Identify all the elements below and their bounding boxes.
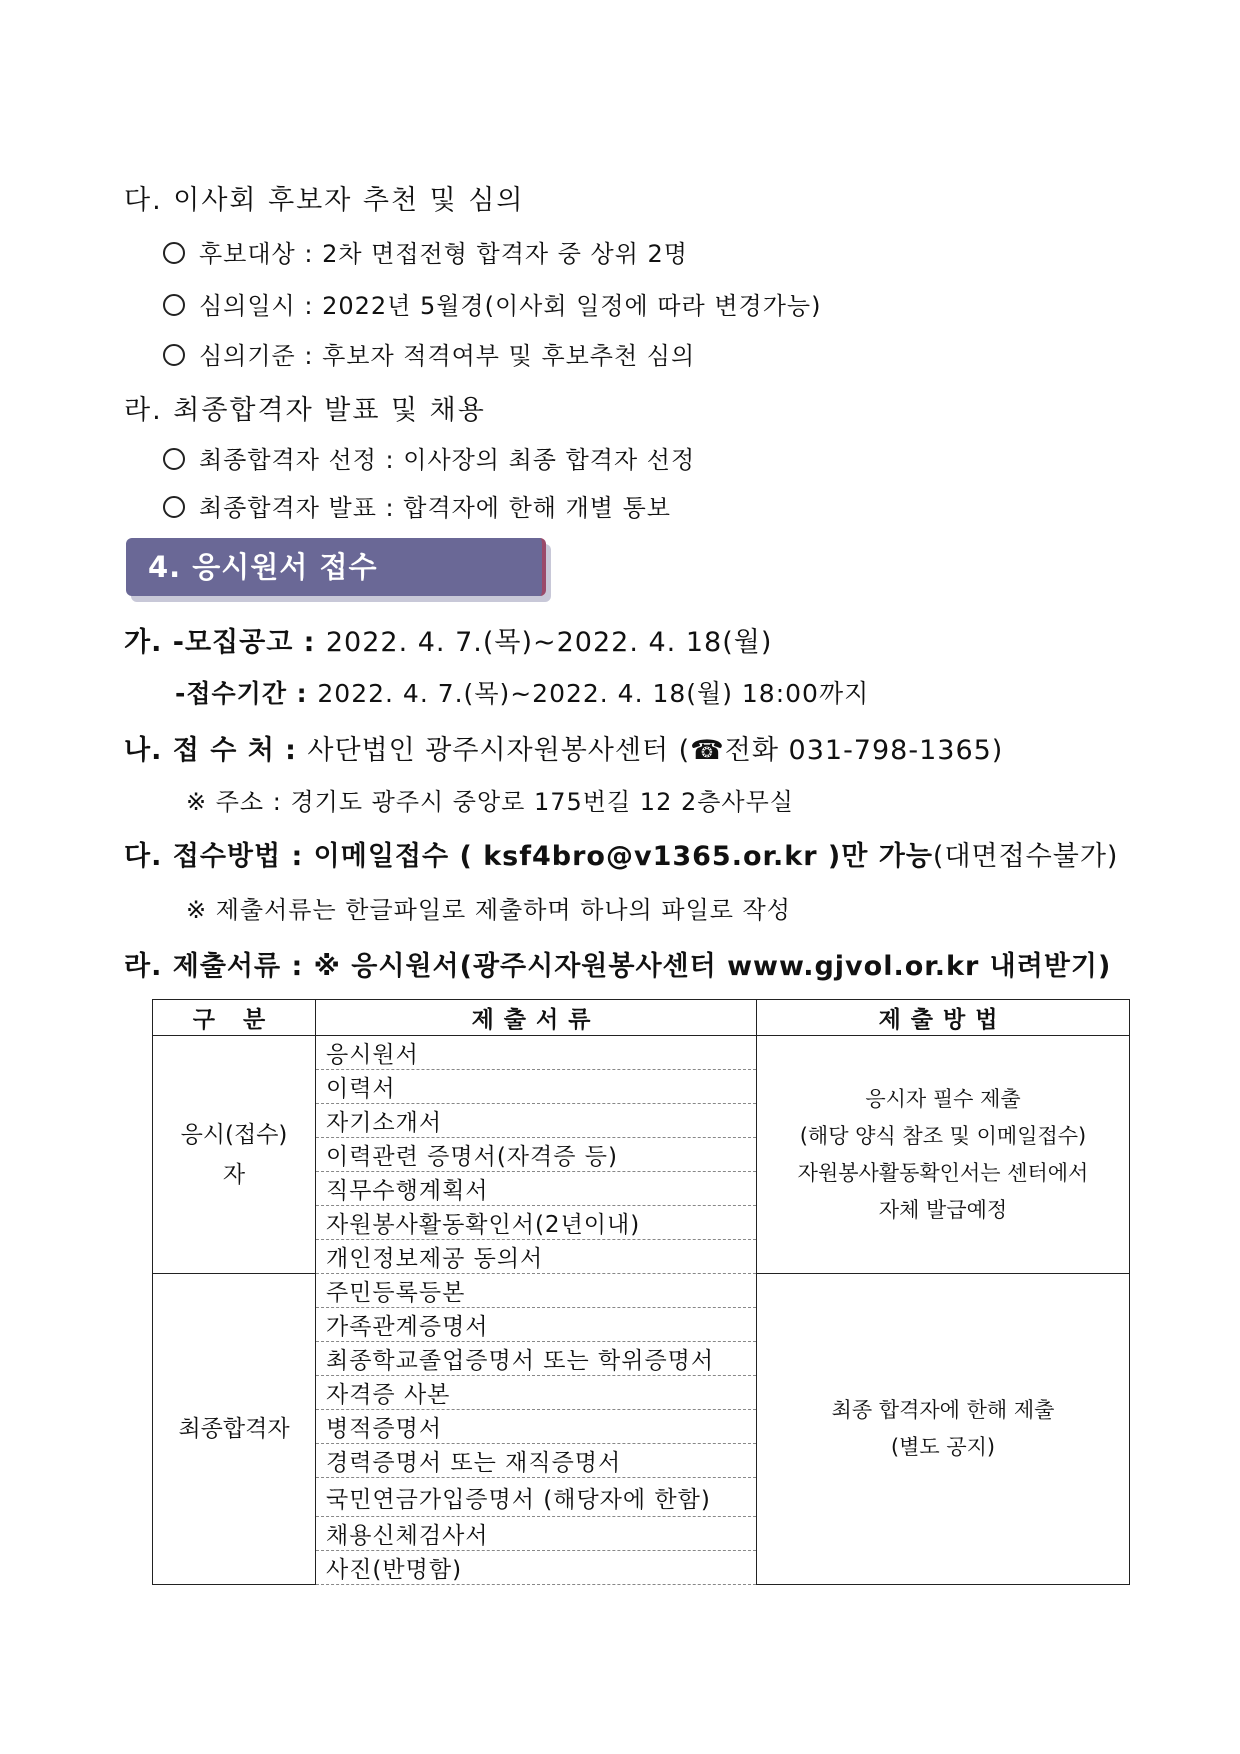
ga-label: 가. -모집공고 : bbox=[124, 627, 326, 658]
section-ra-item bbox=[163, 488, 671, 523]
section-da-item-text: 심의일시 : 2022년 5월경(이사회 일정에 따라 변경가능) bbox=[199, 292, 822, 320]
document-item: 이력서 bbox=[316, 1070, 757, 1104]
document-item: 가족관계증명서 bbox=[316, 1308, 757, 1342]
document-item: 자격증 사본 bbox=[316, 1376, 757, 1410]
section-ra-heading: 라. 최종합격자 발표 및 채용 bbox=[124, 395, 486, 426]
section-da-item-text: 심의기준 : 후보자 적격여부 및 후보추천 심의 bbox=[199, 342, 696, 370]
ga-line-2 bbox=[175, 674, 869, 710]
method-line: 자체 발급예정 bbox=[878, 1197, 1008, 1222]
document-item: 채용신체검사서 bbox=[316, 1517, 757, 1551]
ra2-line: 라. 제출서류 : ※ 응시원서(광주시자원봉사센터 www.gjvol.or.kr 내려받기) bbox=[124, 951, 1112, 982]
document-item: 직무수행계획서 bbox=[316, 1172, 757, 1206]
section-4-banner: 4. 응시원서 접수 bbox=[126, 538, 546, 596]
ga-value: 2022. 4. 7.(목)~2022. 4. 18(월) bbox=[325, 627, 773, 658]
document-item: 주민등록등본 bbox=[316, 1274, 757, 1308]
document-item: 경력증명서 또는 재직증명서 bbox=[316, 1444, 757, 1478]
na-label: 나. 접 수 처 : bbox=[124, 735, 308, 766]
document-item: 이력관련 증명서(자격증 등) bbox=[316, 1138, 757, 1172]
document-item: 개인정보제공 동의서 bbox=[316, 1240, 757, 1274]
method-line: (별도 공지) bbox=[890, 1435, 996, 1459]
method-line: 응시자 필수 제출 bbox=[865, 1086, 1021, 1111]
section-da-item bbox=[163, 234, 688, 269]
category-applicant bbox=[153, 1036, 316, 1274]
document-item: 자원봉사활동확인서(2년이내) bbox=[316, 1206, 757, 1240]
circle-bullet-icon bbox=[163, 448, 185, 470]
section-ra-item-text: 최종합격자 발표 : 합격자에 한해 개별 통보 bbox=[199, 494, 671, 522]
category-line: 자 bbox=[222, 1161, 246, 1188]
table-header-row bbox=[153, 1000, 1130, 1036]
document-item: 사진(반명함) bbox=[316, 1551, 757, 1585]
na-value: 사단법인 광주시자원봉사센터 (☎전화 031-798-1365) bbox=[307, 735, 1004, 766]
circle-bullet-icon bbox=[163, 344, 185, 366]
header-category: 구 분 bbox=[153, 1000, 316, 1036]
ga-label-2: -접수기간 : bbox=[175, 679, 318, 708]
da2-note: ※ 제출서류는 한글파일로 제출하며 하나의 파일로 작성 bbox=[186, 896, 791, 924]
da2-value-tail: (대면접수불가) bbox=[932, 841, 1119, 872]
section-da-item bbox=[163, 336, 695, 371]
table-row bbox=[153, 1274, 1130, 1308]
table-row bbox=[153, 1036, 1130, 1070]
section-da-item bbox=[163, 286, 821, 321]
document-item: 자기소개서 bbox=[316, 1104, 757, 1138]
document-item: 병적증명서 bbox=[316, 1410, 757, 1444]
method-line: 자원봉사활동확인서는 센터에서 bbox=[797, 1160, 1089, 1185]
method-line: (해당 양식 참조 및 이메일접수) bbox=[799, 1123, 1087, 1148]
document-item: 국민연금가입증명서 (해당자에 한함) bbox=[316, 1478, 757, 1517]
documents-table bbox=[152, 999, 1130, 1585]
method-applicant bbox=[757, 1036, 1130, 1274]
section-da-item-text: 후보대상 : 2차 면접전형 합격자 중 상위 2명 bbox=[199, 240, 688, 268]
section-da-heading: 다. 이사회 후보자 추천 및 심의 bbox=[124, 185, 525, 216]
ga-line bbox=[124, 620, 772, 659]
da2-label: 다. 접수방법 : bbox=[124, 841, 314, 872]
ga-value-2: 2022. 4. 7.(목)~2022. 4. 18(월) 18:00까지 bbox=[317, 679, 870, 708]
header-documents: 제출서류 bbox=[316, 1000, 757, 1036]
category-final: 최종합격자 bbox=[153, 1274, 316, 1585]
method-final bbox=[757, 1274, 1130, 1585]
method-line: 최종 합격자에 한해 제출 bbox=[831, 1398, 1055, 1422]
section-ra-item bbox=[163, 440, 695, 475]
na-note: ※ 주소 : 경기도 광주시 중앙로 175번길 12 2층사무실 bbox=[186, 788, 794, 816]
da2-value: 이메일접수 ( ksf4bro@v1365.or.kr )만 가능 bbox=[313, 841, 933, 872]
header-method: 제출방법 bbox=[757, 1000, 1130, 1036]
category-line: 응시(접수) bbox=[180, 1121, 288, 1148]
document-item: 응시원서 bbox=[316, 1036, 757, 1070]
section-ra-item-text: 최종합격자 선정 : 이사장의 최종 합격자 선정 bbox=[199, 446, 696, 474]
da2-line bbox=[124, 834, 1118, 873]
circle-bullet-icon bbox=[163, 294, 185, 316]
na-line bbox=[124, 728, 1003, 767]
circle-bullet-icon bbox=[163, 242, 185, 264]
circle-bullet-icon bbox=[163, 496, 185, 518]
document-item: 최종학교졸업증명서 또는 학위증명서 bbox=[316, 1342, 757, 1376]
